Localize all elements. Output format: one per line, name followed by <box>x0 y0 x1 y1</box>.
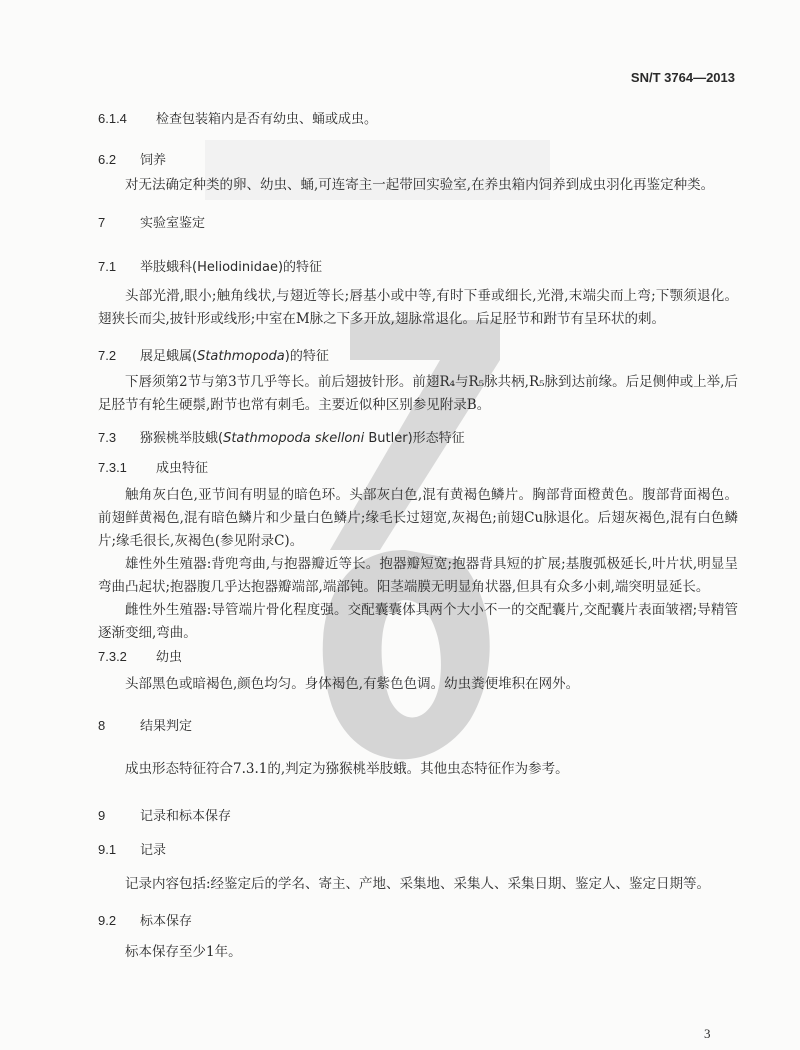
heading-title: 标本保存 <box>140 914 193 929</box>
heading-number: 7.1 <box>98 259 117 274</box>
heading-title: 饲养 <box>140 153 167 168</box>
document-body <box>98 0 738 964</box>
paragraph-larva: 头部黑色或暗褐色,颜色均匀。身体褐色,有紫色色调。幼虫粪便堆积在网外。 <box>125 676 580 692</box>
clause-6-1-4 <box>98 110 738 129</box>
heading-number: 7 <box>98 215 106 230</box>
heading-number: 6.2 <box>98 152 117 167</box>
clause-number: 6.1.4 <box>98 111 127 126</box>
clause-text: 检查包装箱内是否有幼虫、蛹或成虫。 <box>156 112 378 127</box>
heading-title-suffix: Butler)形态特征 <box>364 431 465 446</box>
heading-7-3-2 <box>98 648 738 667</box>
heading-title: 记录 <box>140 843 167 858</box>
heading-number: 7.3.1 <box>98 460 127 475</box>
heading-9-1 <box>98 841 738 860</box>
heading-title: 展足蛾属( <box>140 349 198 364</box>
paragraph-8: 成虫形态特征符合7.3.1的,判定为猕猴桃举肢蛾。其他虫态特征作为参考。 <box>125 761 569 777</box>
heading-number: 9.1 <box>98 842 117 857</box>
heading-title: 成虫特征 <box>156 461 209 476</box>
heading-title: 记录和标本保存 <box>140 809 232 824</box>
paragraph-male-genitalia: 雄性外生殖器:背兜弯曲,与抱器瓣近等长。抱器瓣短宽;抱器背具短的扩展;基腹弧极延长,叶片状,明显呈弯曲凸起状;抱器腹几乎达抱器瓣端部,端部钝。阳茎端膜无明显角状器,但具有众多小刺,端突明显延长。 <box>98 556 738 595</box>
heading-title: 举肢蛾科(Heliodinidae)的特征 <box>140 260 323 275</box>
paragraph-female-genitalia: 雌性外生殖器:导管端片骨化程度强。交配囊囊体具两个大小不一的交配囊片,交配囊片表面皱褶;导精管逐渐变细,弯曲。 <box>98 602 738 641</box>
species-name: Stathmopoda skelloni <box>223 431 365 446</box>
paragraph-7-2: 下唇须第2节与第3节几乎等长。前后翅披针形。前翅R₄与R₅脉共柄,R₅脉到达前缘。后足侧伸或上举,后足胫节有轮生硬鬃,跗节也常有刺毛。主要近似种区别参见附录B。 <box>98 374 738 413</box>
paragraph-adult-features: 触角灰白色,亚节间有明显的暗色环。头部灰白色,混有黄褐色鳞片。胸部背面橙黄色。腹部背面褐色。前翅鲜黄褐色,混有暗色鳞片和少量白色鳞片;缘毛长过翅宽,灰褐色;前翅Cu脉退化。后翅灰褐色,混有白色鳞片;缘毛很长,灰褐色(参见附录C)。 <box>98 487 738 549</box>
heading-9-2 <box>98 912 738 931</box>
paragraph-6-2: 对无法确定种类的卵、幼虫、蛹,可连寄主一起带回实验室,在养虫箱内饲养到成虫羽化再鉴定种类。 <box>125 177 715 193</box>
paragraph-9-2: 标本保存至少1年。 <box>125 944 242 960</box>
heading-title: 结果判定 <box>140 719 193 734</box>
standard-number: SN/T 3764—2013 <box>630 70 735 85</box>
heading-7-3-1 <box>98 459 738 478</box>
heading-7-2 <box>98 347 738 366</box>
heading-6-2 <box>98 151 738 170</box>
heading-number: 8 <box>98 718 106 733</box>
heading-number: 7.2 <box>98 348 117 363</box>
heading-number: 9.2 <box>98 913 117 928</box>
heading-number: 7.3 <box>98 430 117 445</box>
heading-number: 7.3.2 <box>98 649 127 664</box>
heading-title: 实验室鉴定 <box>140 216 206 231</box>
genus-name: Stathmopoda <box>197 349 285 364</box>
paragraph-7-1: 头部光滑,眼小;触角线状,与翅近等长;唇基小或中等,有时下垂或细长,光滑,末端尖而上弯;下颚须退化。翅狭长而尖,披针形或线形;中室在M脉之下多开放,翅脉常退化。后足胫节和跗节有呈环状的刺。 <box>98 288 738 327</box>
heading-title: 猕猴桃举肢蛾( <box>140 431 224 446</box>
heading-9 <box>98 807 738 826</box>
heading-title-suffix: )的特征 <box>284 349 329 364</box>
heading-number: 9 <box>98 808 106 823</box>
heading-7-3 <box>98 429 738 448</box>
page-number: 3 <box>704 1026 711 1041</box>
paragraph-9-1: 记录内容包括:经鉴定后的学名、寄主、产地、采集地、采集人、采集日期、鉴定人、鉴定日期等。 <box>125 876 711 892</box>
heading-8 <box>98 717 738 736</box>
heading-7 <box>98 214 738 233</box>
heading-7-1 <box>98 258 738 277</box>
heading-title: 幼虫 <box>156 650 183 665</box>
